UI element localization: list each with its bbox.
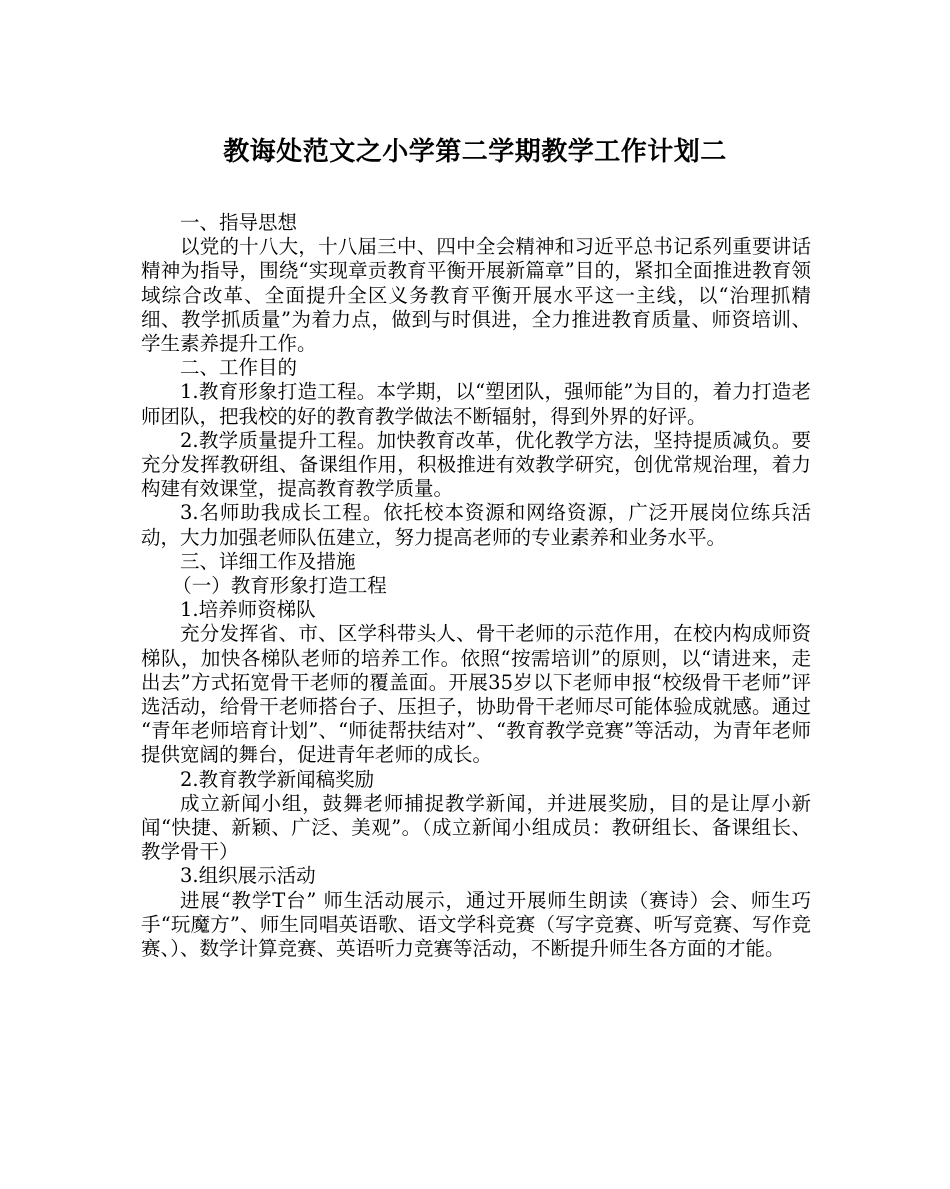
subsection-heading-image-project: （一）教育形象打造工程 bbox=[172, 574, 387, 598]
paragraph-guiding-thought: 以党的十八大，十八届三中、四中全会精神和习近平总书记系列重要讲话精神为指导，围绕“实现章贡教育平衡开展新篇章”目的，紧扣全面推进教育领域综合改革、全面提升全区义务教育平衡开展水平这一主线，以“治理抓精细、教学抓质量”为着力点，做到与时俱进，全力推进教育质量、师资培训、学生素养提升工作。 bbox=[141, 235, 811, 356]
document-title: 教诲处范文之小学第二学期教学工作计划二 bbox=[223, 137, 727, 167]
item-heading-showcase: 3.组织展示活动 bbox=[180, 864, 316, 888]
paragraph-showcase: 进展“教学T台” 师生活动展示，通过开展师生朗读（赛诗）会、师生巧手“玩魔方”、师生同唱英语歌、语文学科竞赛（写字竞赛、听写竞赛、写作竞赛、）、数学计算竞赛、英语听力竞赛等活动，不断提升师生各方面的才能。 bbox=[141, 888, 811, 961]
document-body bbox=[141, 211, 811, 961]
paragraph-news-reward: 成立新闻小组，鼓舞老师捕捉教学新闻，并进展奖励，目的是让厚小新闻“快捷、新颖、广泛、美观”。（成立新闻小组成员：教研组长、备课组长、教学骨干） bbox=[141, 791, 811, 864]
paragraph-teacher-echelon: 充分发挥省、市、区学科带头人、骨干老师的示范作用，在校内构成师资梯队，加快各梯队老师的培养工作。依照“按需培训”的原则，以“请进来，走出去”方式拓宽骨干老师的覆盖面。开展35岁以下老师申报“校级骨干老师”评选活动，给骨干老师搭台子、压担子，协助骨干老师尽可能体验成就感。通过 “青年老师培育计划”、“师徒帮扶结对”、“教育教学竞赛”等活动，为青年老师提供宽阔的舞台，促进青年老师的成长。 bbox=[141, 622, 811, 767]
section-heading-measures: 三、详细工作及措施 bbox=[180, 549, 356, 573]
item-heading-news-reward: 2.教育教学新闻稿奖励 bbox=[180, 767, 375, 791]
section-heading-guiding-thought: 一、指导思想 bbox=[180, 211, 298, 234]
paragraph-goal-3: 3.名师助我成长工程。依托校本资源和网络资源，广泛开展岗位练兵活动，大力加强老师队伍建立，努力提高老师的专业素养和业务水平。 bbox=[141, 501, 811, 549]
paragraph-goal-1: 1.教育形象打造工程。本学期，以“塑团队，强师能”为目的，着力打造老师团队，把我校的好的教育教学做法不断辐射，得到外界的好评。 bbox=[141, 380, 811, 428]
section-heading-work-goals: 二、工作目的 bbox=[180, 356, 298, 380]
item-heading-teacher-echelon: 1.培养师资梯队 bbox=[180, 598, 316, 622]
paragraph-goal-2: 2.教学质量提升工程。加快教育改革，优化教学方法，坚持提质减负。要充分发挥教研组、备课组作用，积极推进有效教学研究，创优常规治理，着力构建有效课堂，提高教育教学质量。 bbox=[141, 428, 811, 501]
